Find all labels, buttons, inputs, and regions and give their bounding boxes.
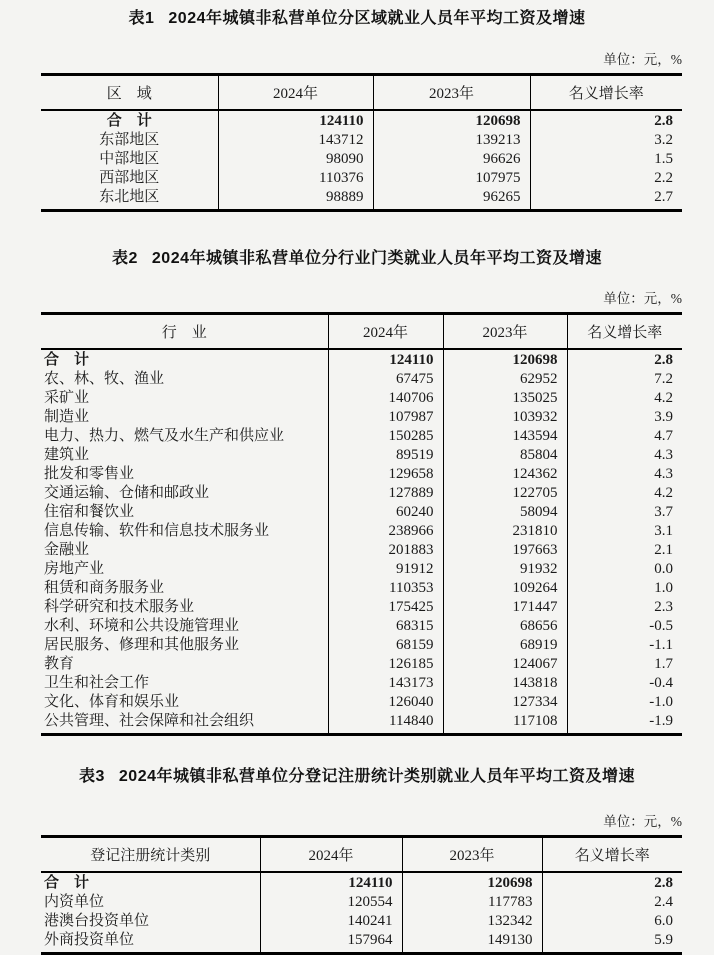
table2-title-text: 2024年城镇非私营单位分行业门类就业人员年平均工资及增速 [151, 250, 602, 267]
row-value: 124362 [443, 465, 567, 484]
table-row [41, 636, 682, 655]
row-value: 107987 [328, 408, 443, 427]
row-value: -0.5 [649, 618, 673, 634]
column-header-growth: 名义增长率 [542, 837, 682, 873]
row-label: 交通运输、仓储和邮政业 [41, 484, 328, 503]
row-value: 132342 [402, 912, 542, 931]
row-value: 122705 [443, 484, 567, 503]
row-value: 126185 [328, 655, 443, 674]
row-value: 124110 [328, 349, 443, 370]
row-label: 合 计 [41, 110, 218, 131]
table-row [41, 872, 682, 893]
row-value: -1.9 [649, 713, 673, 729]
table-row [41, 560, 682, 579]
row-value: 157964 [260, 931, 402, 954]
column-header-registration-type: 登记注册统计类别 [41, 837, 260, 873]
column-header-growth: 名义增长率 [567, 314, 682, 350]
row-value: 139213 [373, 131, 530, 150]
row-label: 东部地区 [41, 131, 218, 150]
row-value: 3.7 [654, 504, 673, 520]
row-value: 2.2 [654, 170, 673, 186]
row-label: 中部地区 [41, 150, 218, 169]
row-value: 4.3 [654, 447, 673, 463]
row-value: 67475 [328, 370, 443, 389]
table1-section [0, 8, 714, 212]
table2-title [0, 248, 714, 270]
row-value: 120698 [373, 110, 530, 131]
row-value: 140241 [260, 912, 402, 931]
row-label: 居民服务、修理和其他服务业 [41, 636, 328, 655]
table-row [41, 169, 682, 188]
table2-unit-label: 单位：元，% [603, 291, 682, 306]
row-label: 教育 [41, 655, 328, 674]
table3-tag: 表3 [78, 768, 105, 785]
table-row [41, 465, 682, 484]
row-value: 2.7 [654, 189, 673, 205]
row-label: 东北地区 [41, 188, 218, 211]
row-value: 124110 [260, 872, 402, 893]
table3-title [0, 766, 714, 788]
row-value: -0.4 [649, 675, 673, 691]
row-value: 231810 [443, 522, 567, 541]
row-value: 197663 [443, 541, 567, 560]
table-row [41, 408, 682, 427]
column-header-region: 区 域 [41, 75, 218, 111]
table3-header-row [41, 837, 682, 873]
row-value: 114840 [328, 712, 443, 735]
row-label: 采矿业 [41, 389, 328, 408]
table-row [41, 931, 682, 954]
row-value: 58094 [443, 503, 567, 522]
row-label: 内资单位 [41, 893, 260, 912]
row-value: 1.0 [654, 580, 673, 596]
row-value: 68159 [328, 636, 443, 655]
row-value: 2.8 [654, 875, 673, 891]
row-value: 120698 [443, 349, 567, 370]
column-header-growth: 名义增长率 [530, 75, 682, 111]
row-label: 制造业 [41, 408, 328, 427]
row-value: 201883 [328, 541, 443, 560]
row-value: 96626 [373, 150, 530, 169]
row-value: 120554 [260, 893, 402, 912]
table2-section [0, 248, 714, 736]
row-label: 西部地区 [41, 169, 218, 188]
column-header-2023: 2023年 [443, 314, 567, 350]
row-label: 电力、热力、燃气及水生产和供应业 [41, 427, 328, 446]
table-row [41, 188, 682, 211]
row-label: 外商投资单位 [41, 931, 260, 954]
row-value: 1.7 [654, 656, 673, 672]
row-label: 批发和零售业 [41, 465, 328, 484]
table-row [41, 579, 682, 598]
row-value: 117108 [443, 712, 567, 735]
row-value: 175425 [328, 598, 443, 617]
table-row [41, 389, 682, 408]
table3-title-text: 2024年城镇非私营单位分登记注册统计类别就业人员年平均工资及增速 [118, 768, 635, 785]
row-label: 水利、环境和公共设施管理业 [41, 617, 328, 636]
row-label: 金融业 [41, 541, 328, 560]
table1-title [0, 8, 714, 30]
row-value: 62952 [443, 370, 567, 389]
row-label: 租赁和商务服务业 [41, 579, 328, 598]
table-row [41, 150, 682, 169]
table-row [41, 349, 682, 370]
row-label: 农、林、牧、渔业 [41, 370, 328, 389]
row-value: 0.0 [654, 561, 673, 577]
row-value: 6.0 [654, 913, 673, 929]
row-value: 149130 [402, 931, 542, 954]
row-value: 3.1 [654, 523, 673, 539]
row-value: 135025 [443, 389, 567, 408]
table1-tag: 表1 [128, 10, 155, 27]
row-label: 建筑业 [41, 446, 328, 465]
row-value: 89519 [328, 446, 443, 465]
row-value: 2.8 [654, 352, 673, 368]
row-value: 150285 [328, 427, 443, 446]
row-value: -1.0 [649, 694, 673, 710]
row-label: 住宿和餐饮业 [41, 503, 328, 522]
table-row [41, 446, 682, 465]
row-value: 4.3 [654, 466, 673, 482]
table1-title-text: 2024年城镇非私营单位分区域就业人员年平均工资及增速 [168, 10, 586, 27]
row-value: 2.3 [654, 599, 673, 615]
row-value: 129658 [328, 465, 443, 484]
row-value: 124067 [443, 655, 567, 674]
table-row [41, 712, 682, 735]
row-value: 7.2 [654, 371, 673, 387]
table1-header-row [41, 75, 682, 111]
row-value: 3.9 [654, 409, 673, 425]
row-value: 109264 [443, 579, 567, 598]
table-row [41, 674, 682, 693]
row-label: 信息传输、软件和信息技术服务业 [41, 522, 328, 541]
row-value: 4.7 [654, 428, 673, 444]
column-header-2024: 2024年 [218, 75, 373, 111]
row-value: 3.2 [654, 132, 673, 148]
table-row [41, 598, 682, 617]
row-value: 68315 [328, 617, 443, 636]
row-value: 126040 [328, 693, 443, 712]
table-row [41, 131, 682, 150]
row-value: 143594 [443, 427, 567, 446]
row-value: 5.9 [654, 932, 673, 948]
row-value: 60240 [328, 503, 443, 522]
row-label: 文化、体育和娱乐业 [41, 693, 328, 712]
row-value: 98090 [218, 150, 373, 169]
row-value: 120698 [402, 872, 542, 893]
table-row [41, 655, 682, 674]
row-value: -1.1 [649, 637, 673, 653]
row-value: 238966 [328, 522, 443, 541]
row-label: 公共管理、社会保障和社会组织 [41, 712, 328, 735]
row-value: 68919 [443, 636, 567, 655]
row-label: 合 计 [41, 349, 328, 370]
table2-industry-wage-table [41, 312, 682, 736]
row-value: 110353 [328, 579, 443, 598]
row-value: 124110 [218, 110, 373, 131]
table-row [41, 427, 682, 446]
table-row [41, 541, 682, 560]
row-value: 127889 [328, 484, 443, 503]
row-value: 4.2 [654, 390, 673, 406]
table-row [41, 370, 682, 389]
column-header-2023: 2023年 [373, 75, 530, 111]
row-value: 1.5 [654, 151, 673, 167]
row-value: 2.1 [654, 542, 673, 558]
row-value: 143173 [328, 674, 443, 693]
table2-tag: 表2 [111, 250, 138, 267]
table-row [41, 912, 682, 931]
row-value: 98889 [218, 188, 373, 211]
table-row [41, 522, 682, 541]
table3-unit-label: 单位：元，% [603, 814, 682, 829]
row-label: 房地产业 [41, 560, 328, 579]
row-value: 4.2 [654, 485, 673, 501]
row-value: 91932 [443, 560, 567, 579]
table-row [41, 617, 682, 636]
row-value: 2.8 [654, 113, 673, 129]
row-value: 107975 [373, 169, 530, 188]
row-value: 85804 [443, 446, 567, 465]
table-row [41, 893, 682, 912]
table-row [41, 484, 682, 503]
row-value: 103932 [443, 408, 567, 427]
column-header-industry: 行 业 [41, 314, 328, 350]
table1-region-wage-table [41, 73, 682, 212]
row-label: 合 计 [41, 872, 260, 893]
table3-section [0, 766, 714, 955]
row-label: 科学研究和技术服务业 [41, 598, 328, 617]
column-header-2024: 2024年 [260, 837, 402, 873]
row-value: 68656 [443, 617, 567, 636]
table-row [41, 110, 682, 131]
table-row [41, 503, 682, 522]
row-value: 117783 [402, 893, 542, 912]
row-label: 港澳台投资单位 [41, 912, 260, 931]
row-value: 143818 [443, 674, 567, 693]
column-header-2024: 2024年 [328, 314, 443, 350]
row-label: 卫生和社会工作 [41, 674, 328, 693]
table2-header-row [41, 314, 682, 350]
row-value: 127334 [443, 693, 567, 712]
row-value: 110376 [218, 169, 373, 188]
table-row [41, 693, 682, 712]
column-header-2023: 2023年 [402, 837, 542, 873]
row-value: 143712 [218, 131, 373, 150]
table1-unit-label: 单位：元，% [603, 52, 682, 67]
row-value: 96265 [373, 188, 530, 211]
table3-registration-type-wage-table [41, 835, 682, 955]
row-value: 91912 [328, 560, 443, 579]
row-value: 2.4 [654, 894, 673, 910]
row-value: 140706 [328, 389, 443, 408]
row-value: 171447 [443, 598, 567, 617]
